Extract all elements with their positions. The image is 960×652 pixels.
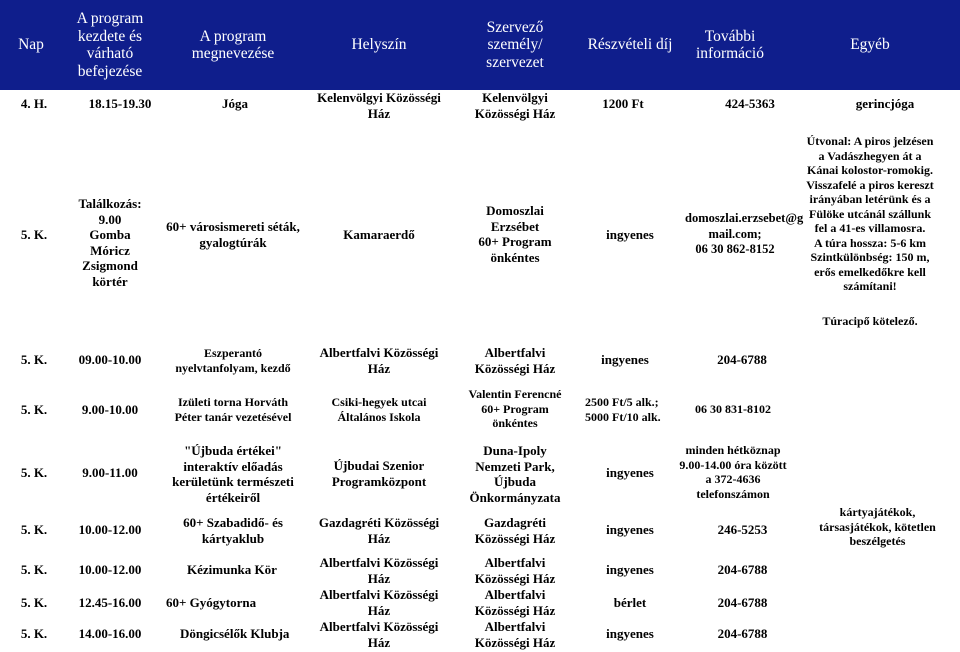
cell-szervezo: Valentin Ferencné 60+ Program önkéntes — [468, 387, 562, 430]
cell-dij: ingyenes — [606, 465, 654, 480]
cell-dij: 2500 Ft/5 alk.; 5000 Ft/10 alk. — [585, 395, 661, 424]
cell-ido: 10.00-12.00 — [78, 562, 142, 577]
header-helyszin: Helyszín — [351, 36, 407, 54]
header-dij: Részvételi díj — [587, 36, 673, 54]
cell-dij: ingyenes — [606, 626, 654, 641]
cell-dij: bérlet — [613, 595, 647, 610]
cell-program: Döngicsélők Klubja — [180, 626, 290, 641]
cell-ido: 9.00-11.00 — [82, 465, 138, 480]
cell-szervezo: Kelenvölgyi Közösségi Ház — [474, 90, 556, 121]
header-egyeb: Egyéb — [850, 36, 890, 54]
cell-egyeb: kártyajátékok, társasjátékok, kötetlen beszélgetés — [819, 505, 936, 548]
cell-nap: 5. K. — [20, 595, 48, 610]
cell-program: "Újbuda értékei" interaktív előadás kerületünk természeti értékeiről — [172, 443, 294, 505]
cell-egyeb-route: Útvonal: A piros jelzésen a Vadászhegyen át a Kánai kolostor-romokig. Visszafelé a piros kereszt irányában letérünk és a Fülöke utcánál szállunk fel a 41-es villamosra. A túra hossza: 5-6 km Szintkülönbség: 150 m, erős emelkedőkre kell számítani! — [806, 134, 934, 293]
header-kezdete: A program kezdete és várható befejezése — [76, 10, 144, 80]
cell-program: Jóga — [222, 96, 248, 111]
cell-ido: 9.00-10.00 — [81, 402, 139, 417]
cell-nap: 4. H. — [20, 96, 48, 111]
header-megnevezese: A program megnevezése — [191, 27, 275, 62]
cell-program: 60+ városismereti séták, gyalogtúrák — [166, 219, 300, 250]
cell-program: 60+ Gyógytorna — [166, 595, 257, 610]
cell-nap: 5. K. — [20, 522, 48, 537]
cell-nap: 5. K. — [20, 227, 48, 242]
cell-szervezo: Albertfalvi Közösségi Ház — [474, 587, 556, 618]
cell-dij: ingyenes — [606, 227, 654, 242]
cell-dij: ingyenes — [606, 562, 654, 577]
cell-nap: 5. K. — [20, 465, 48, 480]
cell-helyszin: Albertfalvi Közösségi Ház — [319, 619, 439, 650]
cell-helyszin: Kamaraerdő — [343, 227, 415, 242]
cell-nap: 5. K. — [20, 626, 48, 641]
cell-nap: 5. K. — [20, 352, 48, 367]
cell-ido: 10.00-12.00 — [78, 522, 142, 537]
cell-ido: 18.15-19.30 — [88, 96, 152, 111]
cell-helyszin: Kelenvölgyi Közösségi Ház — [317, 90, 441, 121]
cell-ido: 09.00-10.00 — [78, 352, 142, 367]
cell-nap: 5. K. — [20, 402, 48, 417]
cell-dij: ingyenes — [601, 352, 649, 367]
cell-dij: ingyenes — [606, 522, 654, 537]
cell-szervezo: Duna-Ipoly Nemzeti Park, Újbuda Önkormányzata — [469, 443, 561, 505]
cell-info: 204-6788 — [717, 595, 768, 610]
cell-egyeb-shoe: Túracipő kötelező. — [822, 314, 918, 328]
cell-ido: 12.45-16.00 — [78, 595, 142, 610]
cell-program: Eszperantó nyelvtanfolyam, kezdő — [175, 346, 291, 375]
cell-egyeb: gerincjóga — [855, 96, 915, 111]
header-tovabbi: További információ — [695, 27, 764, 62]
cell-helyszin: Csiki-hegyek utcai Általános Iskola — [331, 395, 427, 424]
cell-info: 424-5363 — [725, 96, 775, 111]
cell-program: Izületi torna Horváth Péter tanár vezetésével — [174, 395, 292, 424]
cell-ido: 14.00-16.00 — [78, 626, 142, 641]
cell-szervezo: Albertfalvi Közösségi Ház — [474, 555, 556, 586]
cell-program: Kézimunka Kör — [187, 562, 277, 577]
cell-program: 60+ Szabadidő- és kártyaklub — [183, 515, 283, 546]
header-nap: Nap — [18, 36, 44, 54]
cell-info: 204-6788 — [717, 352, 767, 367]
table-header — [0, 0, 960, 90]
cell-ido: Találkozás: 9.00 Gomba Móricz Zsigmond körtér — [78, 196, 142, 289]
cell-info: 204-6788 — [717, 562, 768, 577]
cell-szervezo: Albertfalvi Közösségi Ház — [474, 345, 556, 376]
cell-helyszin: Albertfalvi Közösségi Ház — [319, 555, 439, 586]
cell-szervezo: Gazdagréti Közösségi Ház — [474, 515, 556, 546]
cell-szervezo: Albertfalvi Közösségi Ház — [474, 619, 556, 650]
cell-info: 204-6788 — [717, 626, 768, 641]
cell-info: 06 30 831-8102 — [695, 402, 771, 416]
cell-info: domoszlai.erzsebet@g mail.com; 06 30 862-8152 — [685, 211, 804, 256]
cell-szervezo: Domoszlai Erzsébet 60+ Program önkéntes — [478, 203, 552, 265]
cell-helyszin: Gazdagréti Közösségi Ház — [318, 515, 440, 546]
cell-dij: 1200 Ft — [602, 96, 644, 111]
cell-nap: 5. K. — [20, 562, 48, 577]
header-szervezo: Szervező személy/ szervezet — [486, 18, 544, 71]
cell-info: minden hétköznap 9.00-14.00 óra között a 372-4636 telefonszámon — [679, 443, 787, 501]
cell-helyszin: Újbudai Szenior Programközpont — [331, 458, 427, 489]
cell-helyszin: Albertfalvi Közösségi Ház — [319, 345, 439, 376]
cell-helyszin: Albertfalvi Közösségi Ház — [319, 587, 439, 618]
cell-info: 246-5253 — [717, 522, 768, 537]
